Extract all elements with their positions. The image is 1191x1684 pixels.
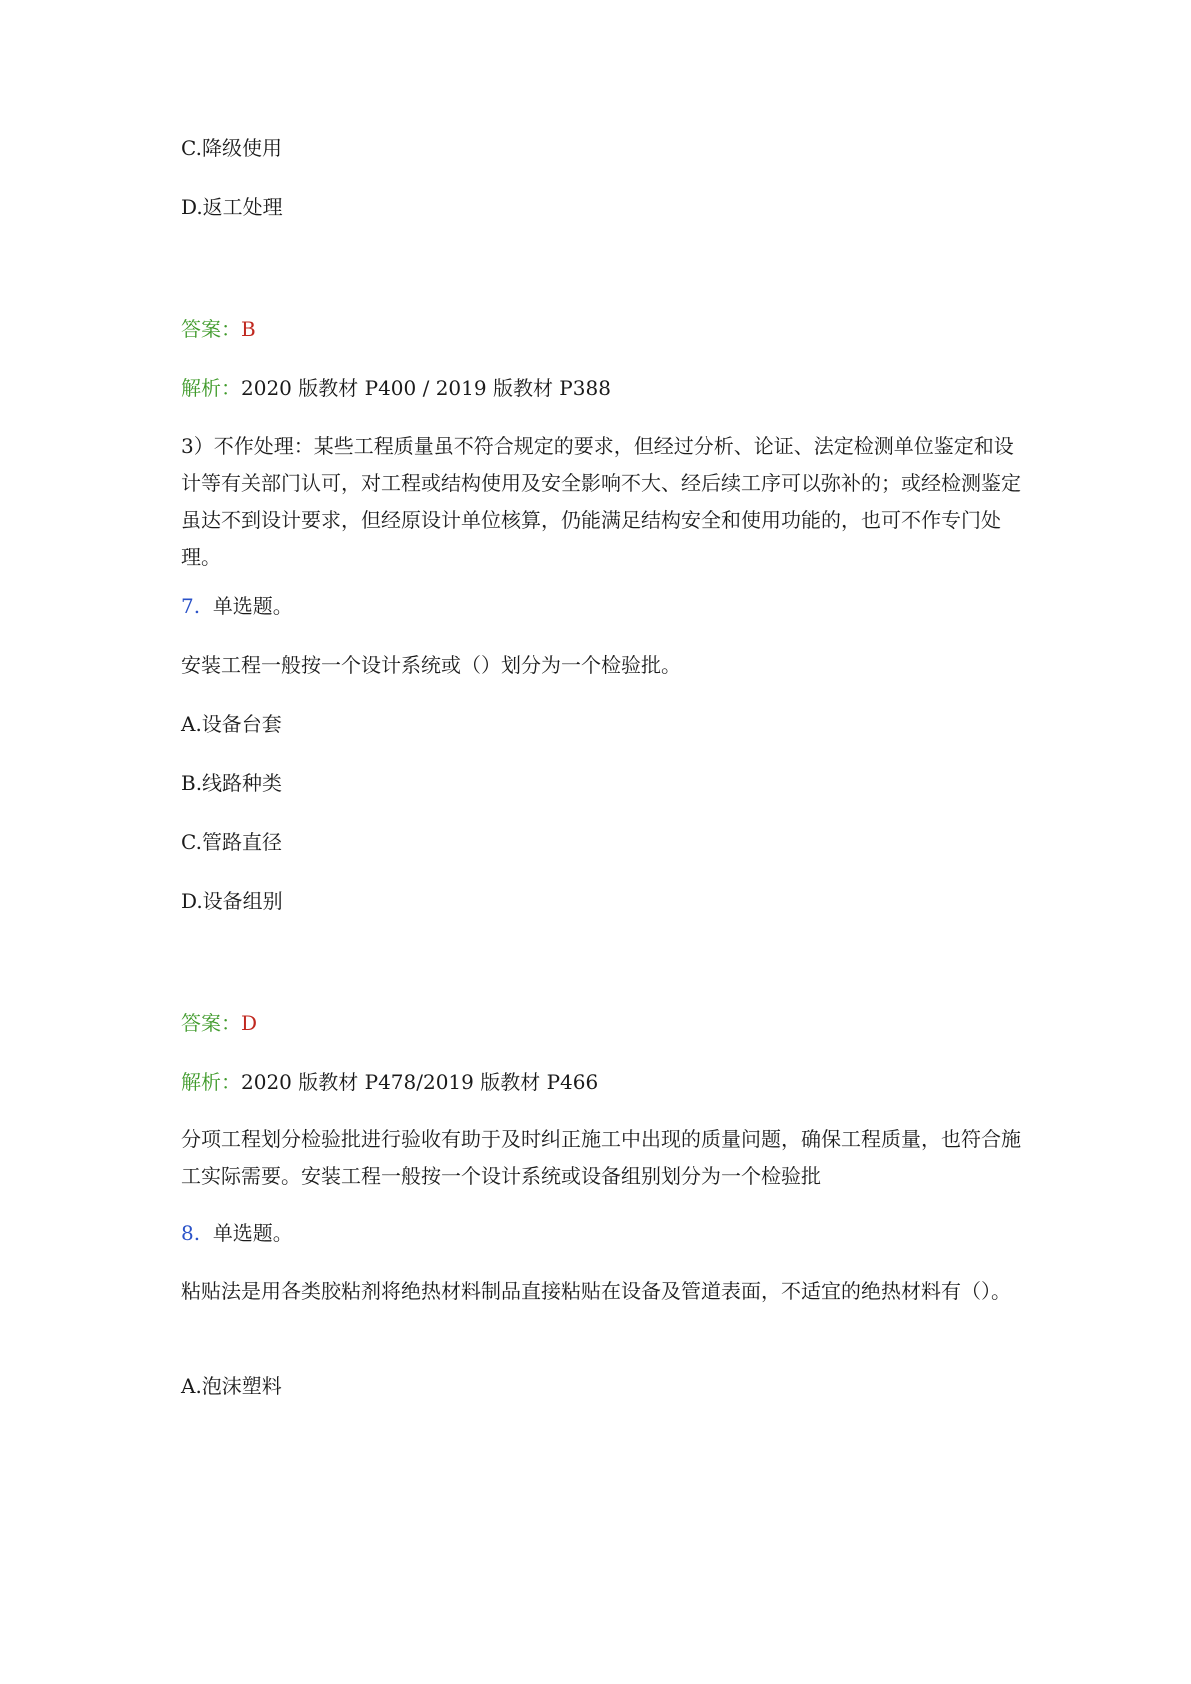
- analysis-line: [181, 375, 611, 401]
- answer-line: [181, 316, 256, 342]
- option-b: B.线路种类: [181, 771, 283, 795]
- question-type: 单选题。: [212, 1221, 293, 1245]
- analysis-reference: 2020 版教材 P478/2019 版教材 P466: [241, 1070, 599, 1094]
- option-c: C.降级使用: [181, 136, 282, 160]
- analysis-line: [181, 1069, 598, 1095]
- question-type: 单选题。: [212, 594, 293, 618]
- answer-value: B: [241, 317, 256, 341]
- analysis-reference: 2020 版教材 P400 / 2019 版教材 P388: [241, 376, 611, 400]
- option-a: A.设备台套: [181, 712, 282, 736]
- analysis-text: 3）不作处理：某些工程质量虽不符合规定的要求，但经过分析、论证、法定检测单位鉴定和设计等有关部门认可，对工程或结构使用及安全影响不大、经后续工序可以弥补的；或经检测鉴定虽达不到设计要求，但经原设计单位核算，仍能满足结构安全和使用功能的，也可不作专门处理。: [181, 434, 1021, 569]
- answer-line: [181, 1010, 257, 1036]
- option-d: D.设备组别: [181, 889, 283, 913]
- question-header: [181, 1220, 293, 1246]
- answer-label: 答案：: [181, 1011, 241, 1035]
- answer-label: 答案：: [181, 317, 241, 341]
- question-stem: 粘贴法是用各类胶粘剂将绝热材料制品直接粘贴在设备及管道表面，不适宜的绝热材料有（）。: [181, 1279, 1011, 1303]
- analysis-text: 分项工程划分检验批进行验收有助于及时纠正施工中出现的质量问题，确保工程质量，也符合施工实际需要。安装工程一般按一个设计系统或设备组别划分为一个检验批: [181, 1127, 1021, 1188]
- answer-value: D: [241, 1011, 258, 1035]
- analysis-label: 解析：: [181, 376, 241, 400]
- question-header: [181, 593, 293, 619]
- option-d: D.返工处理: [181, 195, 283, 219]
- option-c: C.管路直径: [181, 830, 282, 854]
- question-number: 8.: [181, 1221, 201, 1245]
- analysis-label: 解析：: [181, 1070, 241, 1094]
- question-stem: 安装工程一般按一个设计系统或（）划分为一个检验批。: [181, 653, 681, 677]
- question-number: 7.: [181, 594, 201, 618]
- option-a: A.泡沫塑料: [181, 1374, 282, 1398]
